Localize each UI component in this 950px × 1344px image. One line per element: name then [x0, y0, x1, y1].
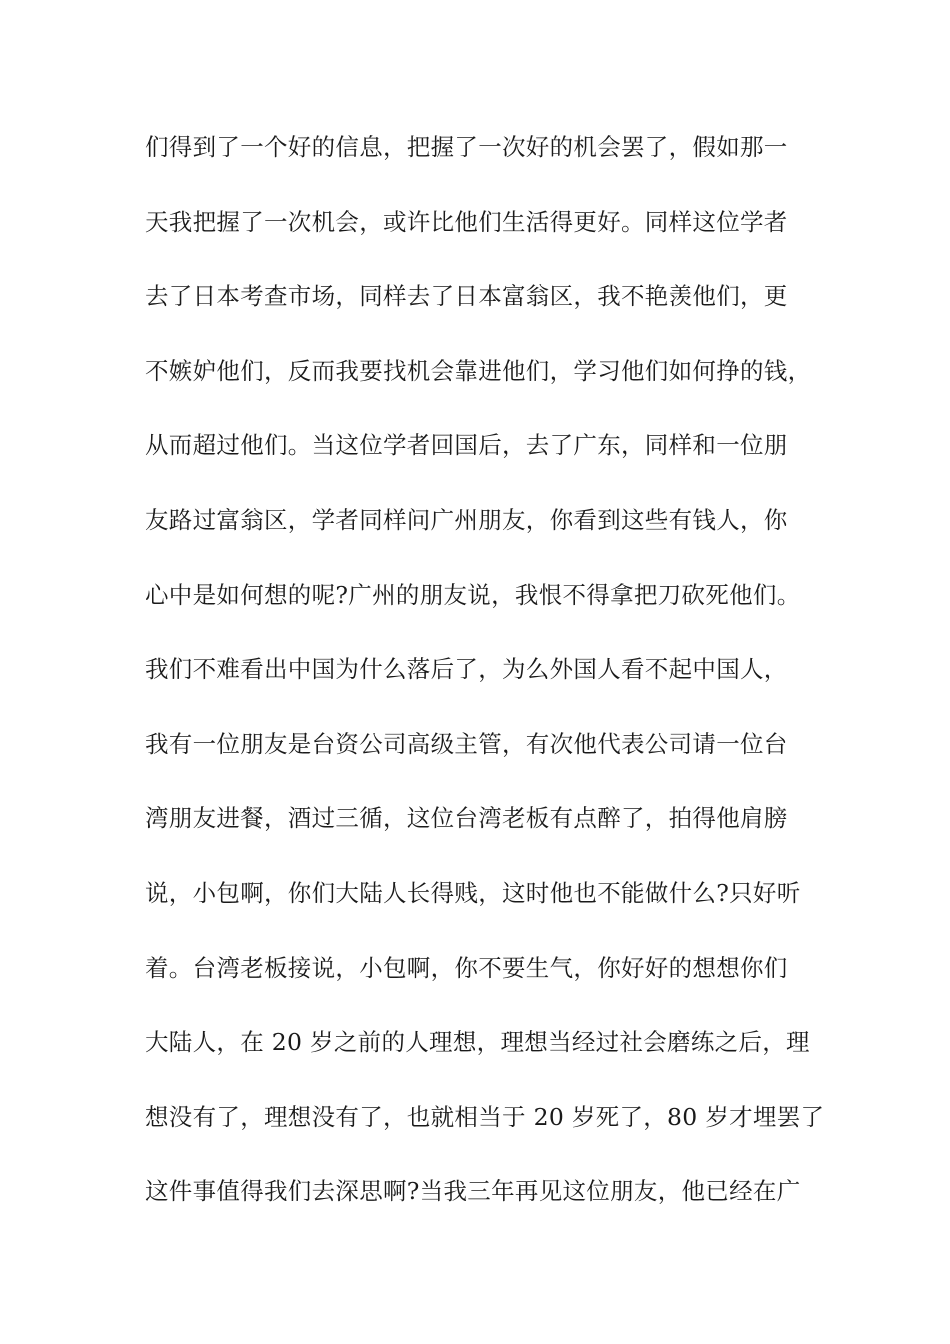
text-line: 从而超过他们。当这位学者回国后，去了广东，同样和一位朋 [145, 431, 788, 460]
text-line: 们得到了一个好的信息，把握了一次好的机会罢了，假如那一 [145, 133, 788, 161]
text-line: 我有一位朋友是台资公司高级主管，有次他代表公司请一位台 [145, 729, 788, 758]
text-line: 说，小包啊，你们大陆人长得贱，这时他也不能做什么?只好听 [145, 878, 801, 907]
text-line: 着。台湾老板接说，小包啊，你不要生气，你好好的想想你们 [145, 953, 788, 982]
text-line: 天我把握了一次机会，或许比他们生活得更好。同样这位学者 [145, 207, 788, 236]
text-line: 去了日本考查市场，同样去了日本富翁区，我不艳羡他们，更 [145, 282, 788, 311]
text-line: 不嫉妒他们，反而我要找机会靠进他们，学习他们如何挣的钱， [145, 356, 812, 385]
text-line: 友路过富翁区，学者同样问广州朋友，你看到这些有钱人，你 [145, 505, 788, 534]
text-line: 这件事值得我们去深思啊?当我三年再见这位朋友，他已经在广 [145, 1177, 801, 1206]
text-line: 大陆人，在 20 岁之前的人理想，理想当经过社会磨练之后，理 [145, 1028, 810, 1057]
text-line: 心中是如何想的呢?广州的朋友说，我恨不得拿把刀砍死他们。 [145, 580, 801, 609]
text-line: 湾朋友进餐，酒过三循，这位台湾老板有点醉了，拍得他肩膀 [145, 804, 788, 833]
text-line: 想没有了，理想没有了，也就相当于 20 岁死了，80 岁才埋罢了 [145, 1102, 825, 1131]
body-text [145, 132, 825, 1251]
text-line: 我们不难看出中国为什么落后了，为么外国人看不起中国人， [145, 655, 788, 684]
